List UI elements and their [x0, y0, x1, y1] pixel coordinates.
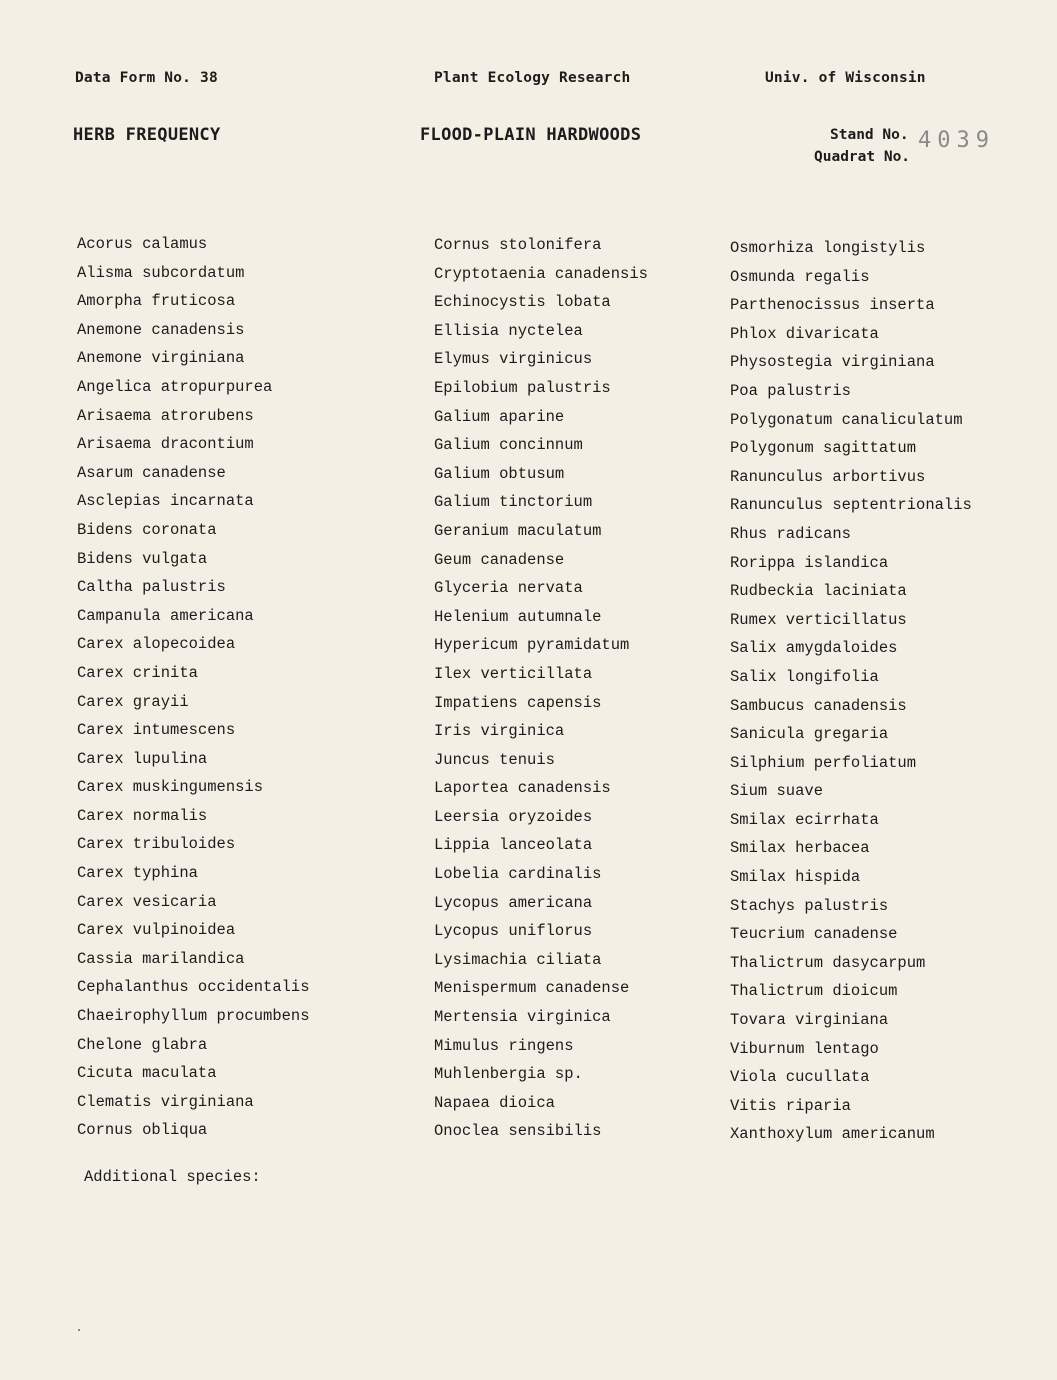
paper-speck — [78, 1329, 80, 1331]
species-item: Polygonatum canaliculatum — [730, 410, 963, 429]
species-item: Thalictrum dasycarpum — [730, 953, 926, 972]
species-column-1 — [77, 230, 310, 1145]
species-item: Clematis virginiana — [77, 1092, 254, 1111]
stand-number-value: 4039 — [918, 128, 995, 153]
species-item: Onoclea sensibilis — [434, 1122, 602, 1141]
species-item: Phlox divaricata — [730, 324, 879, 343]
species-item: Rumex verticillatus — [730, 610, 907, 629]
species-item: Carex vesicaria — [77, 892, 217, 911]
species-item: Tovara virginiana — [730, 1011, 889, 1030]
species-item: Campanula americana — [77, 606, 254, 625]
species-item: Poa palustris — [730, 381, 851, 400]
species-column-2 — [434, 231, 648, 1146]
species-item: Rhus radicans — [730, 524, 851, 543]
species-item: Viola cucullata — [730, 1068, 870, 1087]
species-item: Carex normalis — [77, 806, 208, 825]
additional-species-label: Additional species: — [84, 1168, 261, 1186]
species-item: Mimulus ringens — [434, 1036, 574, 1055]
species-item: Galium aparine — [434, 407, 565, 426]
species-item: Anemone virginiana — [77, 349, 245, 368]
species-item: Elymus virginicus — [434, 350, 593, 369]
species-item: Helenium autumnale — [434, 607, 602, 626]
species-item: Lycopus americana — [434, 893, 593, 912]
species-item: Ellisia nyctelea — [434, 321, 583, 340]
species-item: Ilex verticillata — [434, 664, 593, 683]
species-item: Menispermum canadense — [434, 979, 630, 998]
species-item: Cornus stolonifera — [434, 236, 602, 254]
species-item: Ranunculus septentrionalis — [730, 496, 972, 515]
species-item: Muhlenbergia sp. — [434, 1065, 583, 1084]
species-item: Vitis riparia — [730, 1096, 851, 1115]
research-heading: Plant Ecology Research — [434, 70, 631, 86]
species-item: Arisaema dracontium — [77, 435, 254, 454]
stand-number-label: Stand No. — [830, 127, 909, 143]
species-item: Carex tribuloides — [77, 835, 236, 854]
species-item: Sanicula gregaria — [730, 725, 889, 744]
species-item: Osmorhiza longistylis — [730, 239, 926, 257]
species-item: Polygonum sagittatum — [730, 439, 917, 458]
species-item: Geranium maculatum — [434, 521, 602, 540]
habitat-title: FLOOD-PLAIN HARDWOODS — [420, 125, 642, 145]
species-column-3 — [730, 234, 972, 1149]
species-item: Lycopus uniflorus — [434, 922, 593, 941]
species-item: Cephalanthus occidentalis — [77, 978, 310, 997]
species-item: Salix amygdaloides — [730, 639, 898, 658]
species-item: Geum canadense — [434, 550, 565, 569]
species-item: Amorpha fruticosa — [77, 292, 236, 311]
species-item: Asclepias incarnata — [77, 492, 254, 511]
species-item: Angelica atropurpurea — [77, 377, 273, 396]
species-item: Hypericum pyramidatum — [434, 636, 630, 655]
species-item: Ranunculus arbortivus — [730, 467, 926, 486]
species-item: Carex grayii — [77, 692, 189, 711]
species-item: Stachys palustris — [730, 896, 889, 915]
species-item: Leersia oryzoides — [434, 807, 593, 826]
species-item: Carex lupulina — [77, 749, 208, 768]
species-item: Sium suave — [730, 782, 824, 801]
species-item: Cicuta maculata — [77, 1064, 217, 1083]
species-item: Bidens vulgata — [77, 549, 208, 568]
species-item: Viburnum lentago — [730, 1039, 879, 1058]
species-item: Glyceria nervata — [434, 579, 583, 598]
species-item: Galium tinctorium — [434, 493, 593, 512]
species-item: Alisma subcordatum — [77, 263, 245, 282]
species-item: Anemone canadensis — [77, 320, 245, 339]
species-item: Carex typhina — [77, 864, 198, 883]
species-item: Laportea canadensis — [434, 779, 611, 798]
species-item: Cassia marilandica — [77, 949, 245, 968]
species-item: Physostegia virginiana — [730, 353, 935, 372]
species-item: Thalictrum dioicum — [730, 982, 898, 1001]
species-item: Sambucus canadensis — [730, 696, 907, 715]
species-item: Smilax herbacea — [730, 839, 870, 858]
species-item: Iris virginica — [434, 722, 565, 741]
species-item: Cryptotaenia canadensis — [434, 264, 648, 283]
species-item: Bidens coronata — [77, 520, 217, 539]
species-item: Galium obtusum — [434, 464, 565, 483]
species-item: Juncus tenuis — [434, 750, 555, 769]
quadrat-number-label: Quadrat No. — [814, 149, 911, 165]
species-item: Cornus obliqua — [77, 1121, 208, 1140]
species-item: Rorippa islandica — [730, 553, 889, 572]
species-item: Teucrium canadense — [730, 925, 898, 944]
species-item: Lippia lanceolata — [434, 836, 593, 855]
species-item: Galium concinnum — [434, 436, 583, 455]
university-heading: Univ. of Wisconsin — [765, 70, 926, 86]
species-item: Lobelia cardinalis — [434, 865, 602, 884]
species-item: Carex intumescens — [77, 721, 236, 740]
species-item: Impatiens capensis — [434, 693, 602, 712]
species-item: Arisaema atrorubens — [77, 406, 254, 425]
species-item: Echinocystis lobata — [434, 293, 611, 312]
species-item: Chaeirophyllum procumbens — [77, 1007, 310, 1026]
species-item: Napaea dioica — [434, 1093, 555, 1112]
species-item: Smilax hispida — [730, 868, 861, 887]
species-item: Chelone glabra — [77, 1035, 208, 1054]
species-item: Caltha palustris — [77, 578, 226, 597]
form-number: Data Form No. 38 — [75, 70, 218, 86]
species-item: Carex muskingumensis — [77, 778, 264, 797]
species-item: Osmunda regalis — [730, 267, 870, 286]
species-item: Silphium perfoliatum — [730, 753, 917, 772]
species-item: Lysimachia ciliata — [434, 950, 602, 969]
species-item: Acorus calamus — [77, 235, 208, 253]
form-title: HERB FREQUENCY — [73, 125, 221, 145]
species-item: Parthenocissus inserta — [730, 296, 935, 315]
species-item: Asarum canadense — [77, 463, 226, 482]
species-item: Rudbeckia laciniata — [730, 582, 907, 601]
species-item: Carex crinita — [77, 663, 198, 682]
species-item: Carex vulpinoidea — [77, 921, 236, 940]
species-item: Salix longifolia — [730, 667, 879, 686]
species-item: Xanthoxylum americanum — [730, 1125, 935, 1144]
species-item: Carex alopecoidea — [77, 635, 236, 654]
species-item: Mertensia virginica — [434, 1008, 611, 1027]
species-item: Smilax ecirrhata — [730, 810, 879, 829]
species-item: Epilobium palustris — [434, 378, 611, 397]
